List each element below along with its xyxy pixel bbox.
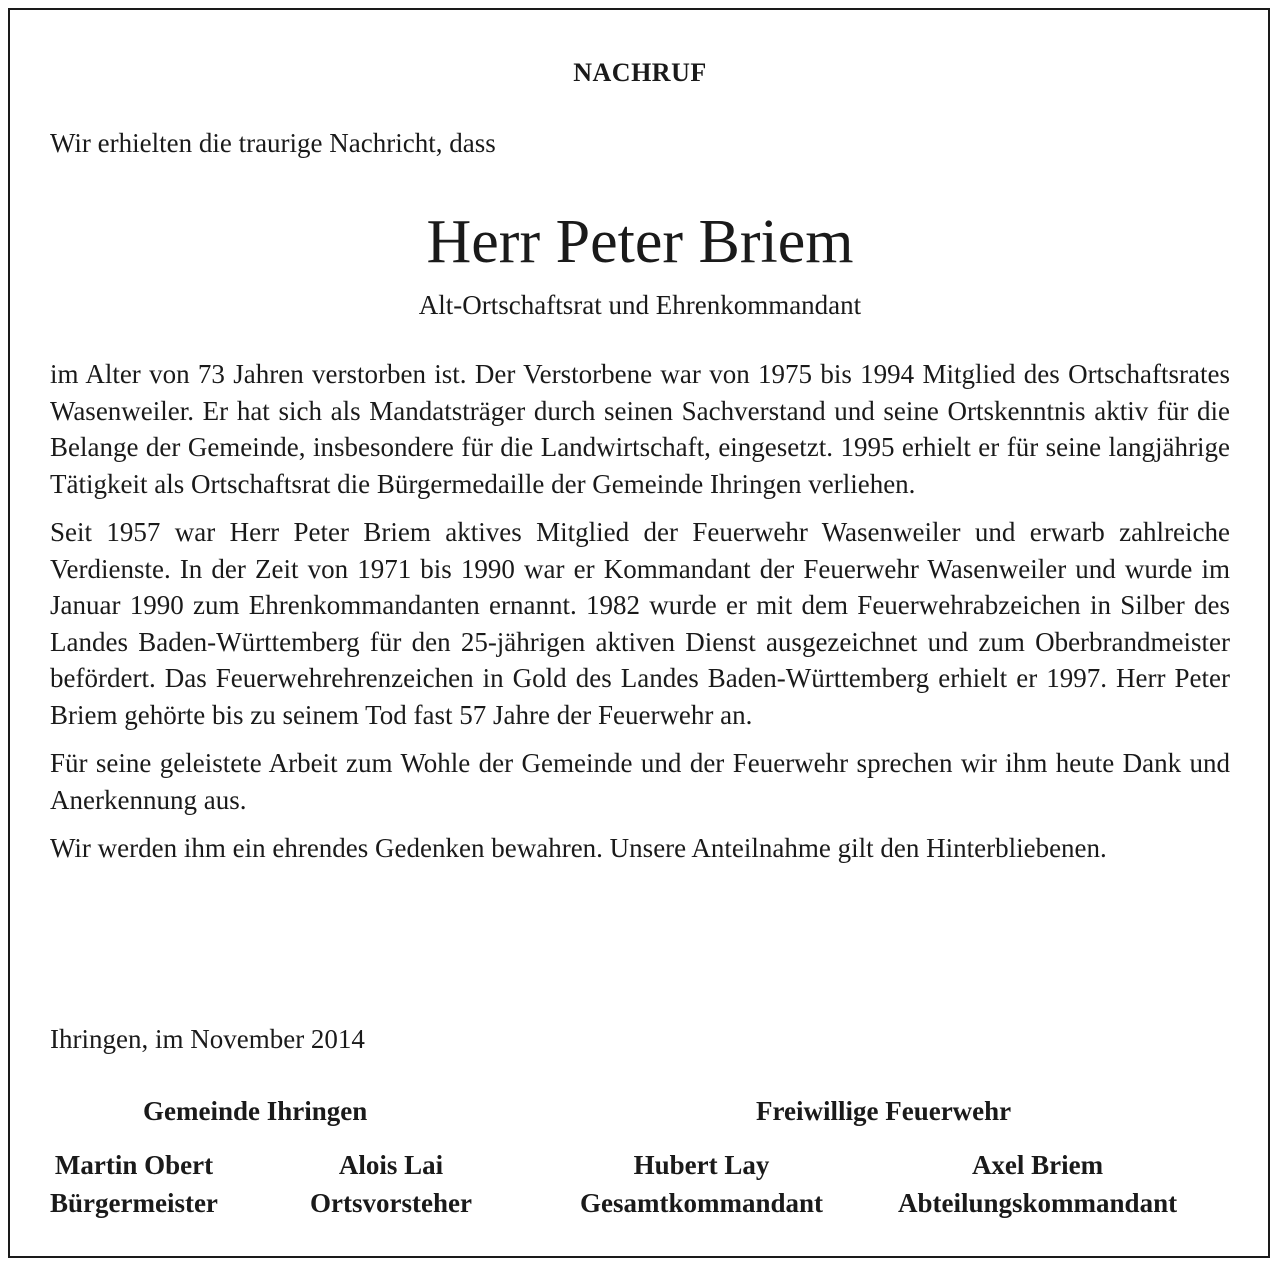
notice-body bbox=[50, 356, 1230, 879]
signatory-name: Axel Briem bbox=[971, 1150, 1104, 1180]
intro-text: Wir erhielten die traurige Nachricht, dass bbox=[50, 128, 496, 158]
place-and-date: Ihringen, im November 2014 bbox=[50, 1024, 365, 1054]
signatory-name: Hubert Lay bbox=[633, 1150, 770, 1180]
signatory-name: Alois Lai bbox=[338, 1150, 444, 1180]
organization-fire-brigade: Freiwillige Feuerwehr bbox=[756, 1096, 1012, 1126]
paragraph-thanks: Für seine geleistete Arbeit zum Wohle der Gemeinde und der Feuerwehr sprechen wir ihm heute Dank und Anerkennung aus. bbox=[50, 748, 1230, 815]
signatory-department-commander bbox=[898, 1146, 1177, 1222]
signatory-title: Bürgermeister bbox=[50, 1188, 218, 1218]
signatory-title: Gesamtkommandant bbox=[580, 1188, 824, 1218]
paragraph-remembrance: Wir werden ihm ein ehrendes Gedenken bewahren. Unsere Anteilnahme gilt den Hinterbliebenen. bbox=[50, 833, 1107, 863]
deceased-name: Herr Peter Briem bbox=[426, 208, 854, 276]
signatory-mayor bbox=[50, 1146, 218, 1222]
signatory-title: Ortsvorsteher bbox=[310, 1188, 472, 1218]
paragraph-fire-brigade: Seit 1957 war Herr Peter Briem aktives Mitglied der Feuerwehr Wasenweiler und erwarb zahlreiche Verdienste. In der Zeit von 1971 bis 1990 war er Kommandant der Feuerwehr Wasenweiler und wurde im Januar 1990 zum Ehrenkommandanten ernannt. 1982 wurde er mit dem Feuerwehrabzeichen in Silber des Landes Baden-Württemberg für den 25-jährigen aktiven Dienst ausgezeichnet und zum Oberbrandmeister befördert. Das Feuerwehrehrenzeichen in Gold des Landes Baden-Württemberg erhielt er 1997. Herr Peter Briem gehörte bis zu seinem Tod fast 57 Jahre der Feuerwehr an. bbox=[50, 517, 1230, 730]
organization-municipality: Gemeinde Ihringen bbox=[143, 1096, 368, 1126]
signatory-name: Martin Obert bbox=[54, 1150, 214, 1180]
signatory-local-chief bbox=[310, 1146, 472, 1222]
paragraph-council: im Alter von 73 Jahren verstorben ist. Der Verstorbene war von 1975 bis 1994 Mitglied des Ortschaftsrates Wasenweiler. Er hat sich als Mandatsträger durch seinen Sachverstand und seine Ortskenntnis aktiv für die Belange der Gemeinde, insbesondere für die Landwirtschaft, eingesetzt. 1995 erhielt er für seine langjährige Tätigkeit als Ortschaftsrat die Bürgermedaille der Gemeinde Ihringen verliehen. bbox=[50, 359, 1230, 499]
signatory-title: Abteilungskommandant bbox=[898, 1188, 1178, 1218]
notice-heading: NACHRUF bbox=[573, 58, 707, 87]
deceased-title: Alt-Ortschaftsrat und Ehrenkommandant bbox=[418, 290, 862, 320]
signatory-overall-commander bbox=[580, 1146, 823, 1222]
